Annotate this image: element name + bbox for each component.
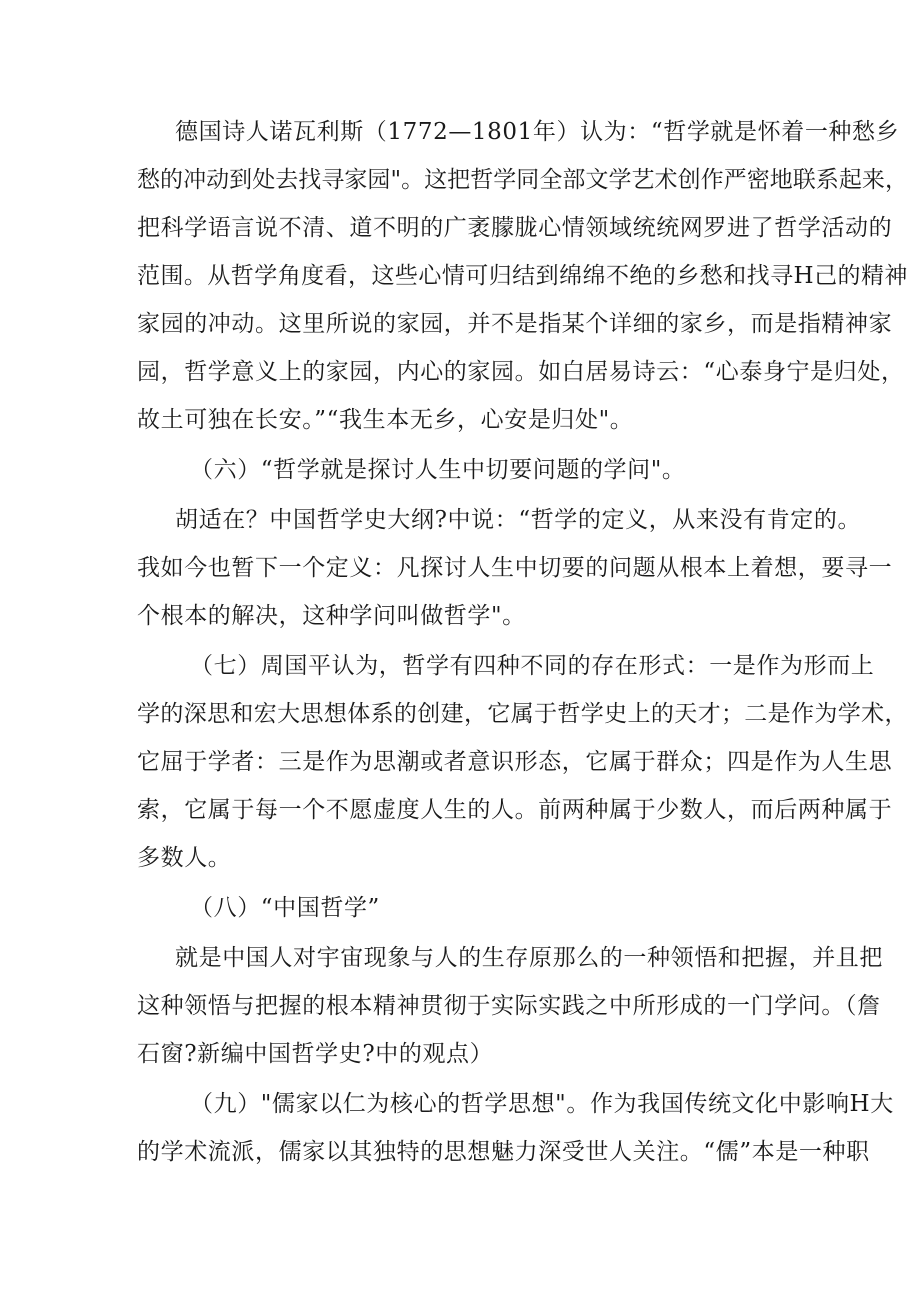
text-line-22: 的学术流派，儒家以其独特的思想魅力深受世人关注。“儒”本是一种职 — [137, 1139, 870, 1165]
text-line-19: 这种领悟与把握的根本精神贯彻于实际实践之中所形成的一门学问。（詹 — [137, 993, 881, 1019]
text-line-11: 个根本的解决，这种学问叫做哲学"。 — [137, 603, 526, 629]
text-line-3: 把科学语言说不清、道不明的广袤朦胧心情领域统统网罗进了哲学活动的 — [137, 215, 893, 241]
text-line-15: 索，它属于每一个不愿虚度人生的人。前两种属于少数人，而后两种属于 — [137, 797, 893, 823]
text-line-9: 胡适在？中国哲学史大纲?中说：“哲学的定义，从来没有肯定的。 — [175, 507, 862, 533]
text-line-1: 德国诗人诺瓦利斯（1772—1801年）认为：“哲学就是怀着一种愁乡 — [175, 119, 900, 145]
section-heading-6: （六）“哲学就是探讨人生中切要问题的学问"。 — [190, 457, 686, 483]
text-line-6: 园，哲学意义上的家园，内心的家园。如白居易诗云：“心泰身宁是归处， — [137, 359, 905, 385]
text-line-10: 我如今也暂下一个定义：凡探讨人生中切要的问题从根本上着想，要寻一 — [137, 555, 893, 581]
text-line-18: 就是中国人对宇宙现象与人的生存原那么的一种领悟和把握，并且把 — [175, 945, 883, 971]
section-heading-9: （九）"儒家以仁为核心的哲学思想"。作为我国传统文化中影响H大 — [190, 1091, 894, 1117]
text-line-14: 它屈于学者：三是作为思潮或者意识形态，它属于群众；四是作为人生思 — [137, 749, 893, 775]
text-line-16: 多数人。 — [137, 845, 232, 871]
text-line-4: 范围。从哲学角度看，这些心情可归结到绵绵不绝的乡愁和找寻H己的精神 — [137, 263, 908, 289]
section-heading-8: （八）“中国哲学” — [190, 895, 380, 921]
text-line-13: 学的深思和宏大思想体系的创建，它属于哲学史上的天才；二是作为学术， — [137, 701, 908, 727]
section-heading-7: （七）周国平认为，哲学有四种不同的存在形式：一是作为形而上 — [190, 653, 875, 679]
text-line-7: 故土可独在长安。”“我生本无乡，心安是归处"。 — [137, 407, 634, 433]
text-line-2: 愁的冲动到处去找寻家园"。这把哲学同全部文学艺术创作严密地联系起来， — [137, 167, 908, 193]
text-line-20: 石窗?新编中国哲学史?中的观点） — [137, 1041, 494, 1067]
text-line-5: 家园的冲动。这里所说的家园，并不是指某个详细的家乡，而是指精神家 — [137, 311, 893, 337]
